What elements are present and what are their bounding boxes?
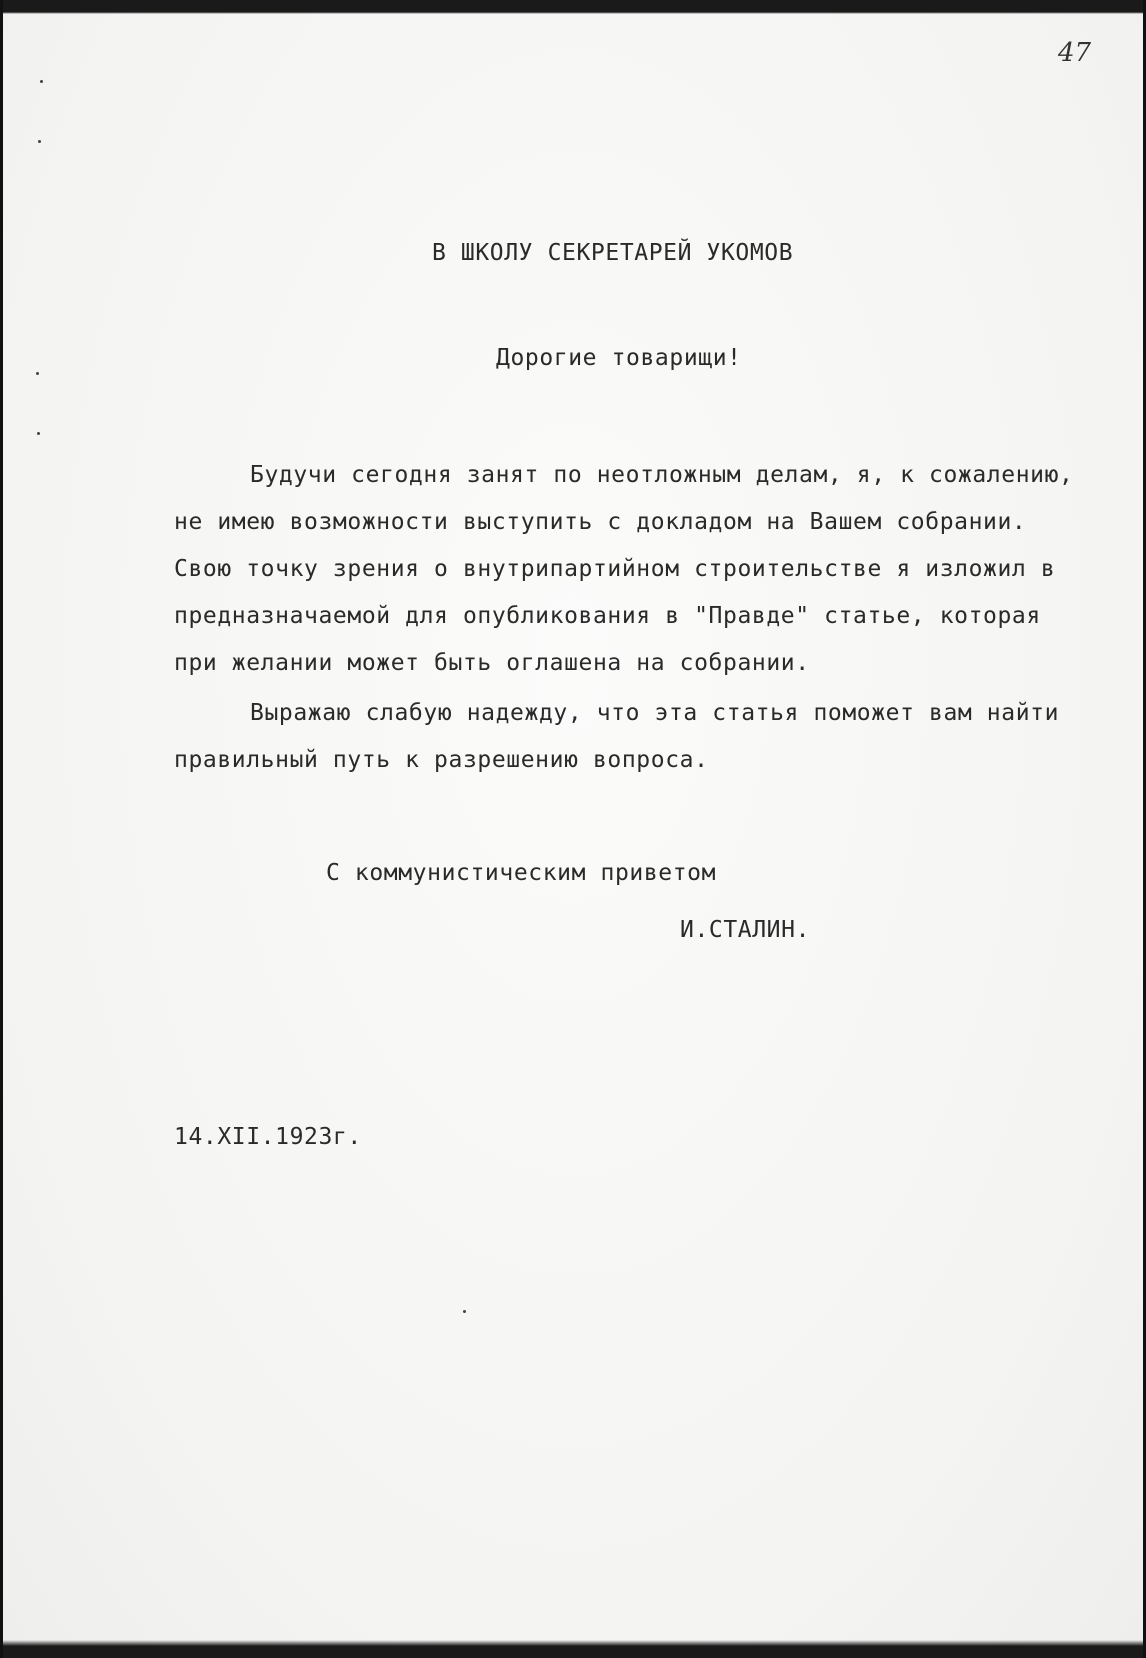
paragraph-line: не имею возможности выступить с докладом на Вашем собрании. xyxy=(174,509,1027,535)
scan-edge-left xyxy=(0,0,3,1658)
paragraph-line: при желании может быть оглашена на собрании. xyxy=(174,650,810,676)
document-date: 14.XII.1923г. xyxy=(174,1124,362,1150)
scan-speck xyxy=(37,432,40,435)
scan-edge-top xyxy=(0,0,1146,14)
paragraph-line: Выражаю слабую надежду, что эта статья поможет вам найти xyxy=(250,700,1060,726)
paragraph-line: предназначаемой для опубликования в "Правде" статье, которая xyxy=(174,603,1041,629)
scan-speck xyxy=(40,80,43,83)
paragraph-line: Будучи сегодня занят по неотложным делам, я, к сожалению, xyxy=(250,462,1074,488)
closing-line: С коммунистическим приветом xyxy=(326,860,717,886)
signature: И.СТАЛИН. xyxy=(680,917,811,943)
scan-edge-bottom xyxy=(0,1640,1146,1658)
salutation: Дорогие товарищи! xyxy=(496,345,742,371)
scan-speck xyxy=(36,372,39,375)
paragraph-line: правильный путь к разрешению вопроса. xyxy=(174,747,709,773)
scan-speck xyxy=(38,140,41,143)
page-number: 47 xyxy=(1058,38,1092,68)
paragraph-line: Свою точку зрения о внутрипартийном строительстве я изложил в xyxy=(174,556,1056,582)
document-heading: В ШКОЛУ СЕКРЕТАРЕЙ УКОМОВ xyxy=(432,240,794,266)
scan-speck xyxy=(463,1310,466,1313)
